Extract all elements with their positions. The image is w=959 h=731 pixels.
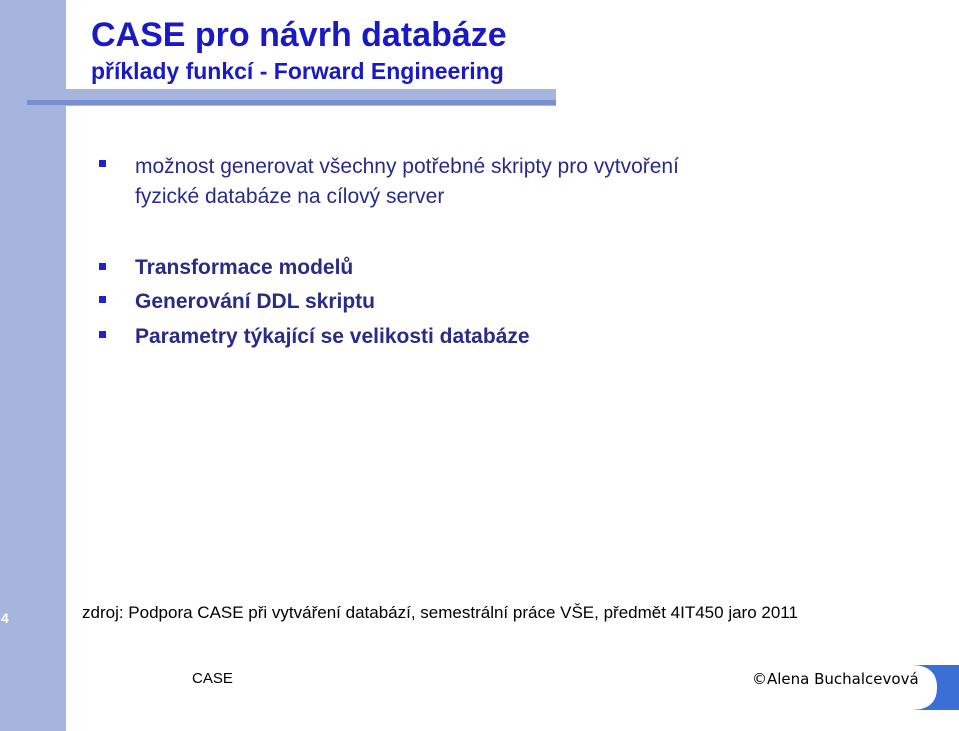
slide-title: CASE pro návrh databáze — [91, 16, 507, 54]
bullet-4: Parametry týkající se velikosti databáze — [135, 325, 530, 348]
corner-decoration-icon — [911, 665, 959, 710]
bullet-marker-icon — [99, 296, 106, 303]
slide-subtitle: příklady funkcí - Forward Engineering — [91, 58, 504, 84]
bullet-marker-icon — [99, 331, 106, 338]
source-citation: zdroj: Podpora CASE při vytváření databází, semestrální práce VŠE, předmět 4IT450 jaro 2011 — [82, 603, 798, 622]
title-underline-shadow — [27, 100, 556, 105]
bullet-2: Transformace modelů — [135, 256, 354, 279]
bullet-marker-icon — [99, 263, 106, 270]
footer-copyright: ©Alena Buchalcevová — [752, 670, 919, 688]
footer-left-text: CASE — [192, 670, 233, 687]
bullet-3: Generování DDL skriptu — [135, 290, 376, 313]
bullet-1-line-2: fyzické databáze na cílový server — [135, 185, 445, 208]
bullet-marker-icon — [99, 160, 106, 167]
bullet-1-line-1: možnost generovat všechny potřebné skripty pro vytvoření — [135, 155, 679, 178]
slide-number: 4 — [1, 610, 9, 626]
